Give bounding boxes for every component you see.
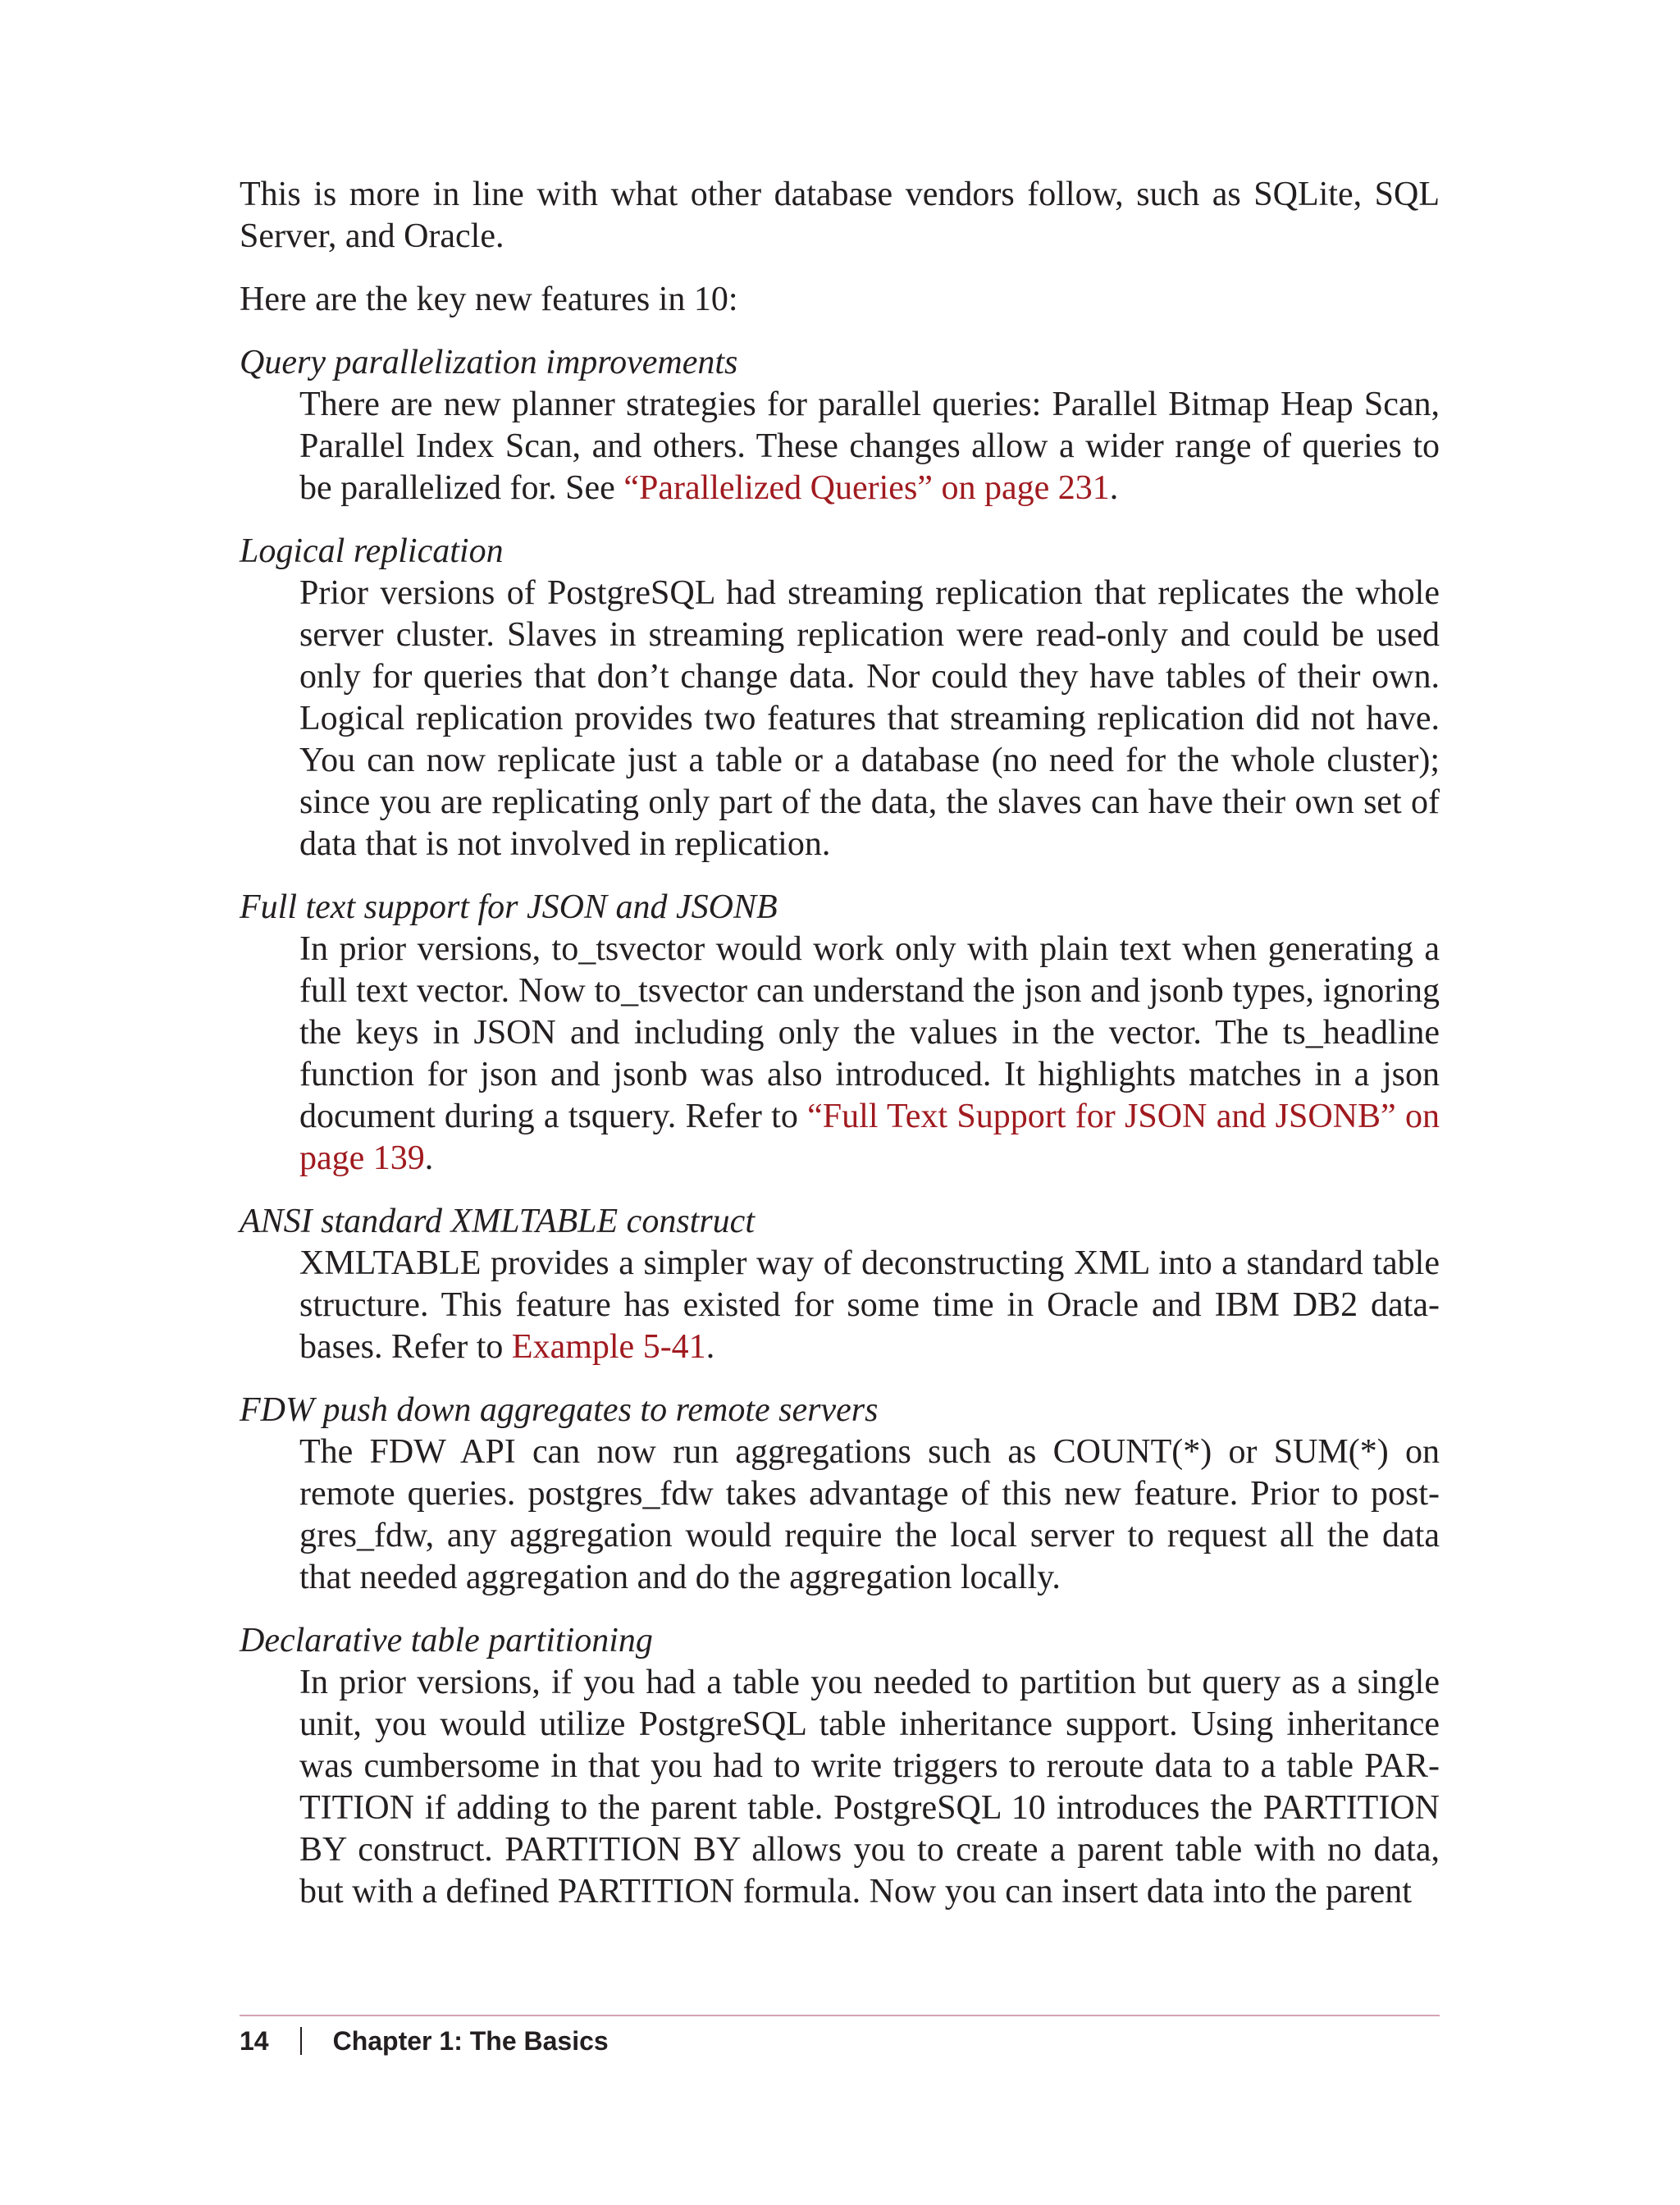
feature-definition bbox=[299, 1431, 1440, 1599]
intro-paragraph: This is more in line with what other database vendors follow, such as SQLite, SQL Server, and Oracle. bbox=[240, 176, 1440, 255]
feature-definition bbox=[299, 573, 1440, 865]
feature-definition bbox=[299, 1662, 1440, 1913]
feature-text-end: . bbox=[424, 1139, 434, 1177]
feature-term: Declarative table partitioning bbox=[240, 1622, 653, 1659]
chapter-title: Chapter 1: The Basics bbox=[332, 2026, 609, 2056]
feature-text-end: . bbox=[1109, 469, 1119, 507]
feature-definition bbox=[299, 929, 1440, 1180]
cross-reference-link[interactable]: “Full Text Support for JSON and JSONB” on page 139 bbox=[299, 1098, 1440, 1177]
intro-lead-in: Here are the key new features in 10: bbox=[240, 281, 738, 318]
feature-item bbox=[240, 531, 1440, 865]
page-footer bbox=[240, 2026, 609, 2057]
feature-term: Query parallelization improvements bbox=[240, 344, 738, 381]
footer-divider bbox=[240, 2015, 1440, 2016]
feature-term: Full text support for JSON and JSONB bbox=[240, 888, 778, 926]
feature-text: In prior versions, if you had a table you needed to partition but query as a single unit, you would utilize PostgreSQL table inheritance support. Using inheritance was cumbersome in that you had to write triggers to reroute data to a table PARTITION if adding to the parent table. PostgreSQL 10 introduces the PARTITION BY construct. PARTITION BY allows you to create a parent table with no data, but with a defined PARTITION formula. Now you can insert data into the parent bbox=[299, 1664, 1440, 1911]
cross-reference-link[interactable]: “Parallelized Queries” on page 231 bbox=[623, 469, 1110, 507]
feature-item bbox=[240, 1620, 1440, 1913]
page-body bbox=[240, 174, 1440, 1934]
feature-term: FDW push down aggregates to remote servers bbox=[240, 1391, 879, 1429]
feature-list bbox=[240, 342, 1440, 1913]
feature-text: Prior versions of PostgreSQL had streaming replication that replicates the whole server cluster. Slaves in streaming replication were read-only and could be used only for queries that don’t change data. Nor could they have tables of their own. Logical replication provides two features that streaming replication did not have. You can now replicate just a table or a database (no need for the whole cluster); since you are replicating only part of the data, the slaves can have their own set of data that is not involved in replication. bbox=[299, 574, 1440, 863]
feature-text: The FDW API can now run aggregations such as COUNT(*) or SUM(*) on remote queries. postgres_fdw takes advantage of this new feature. Prior to postgres_fdw, any aggregation would require the local server to request all the data that needed aggregation and do the aggregation locally. bbox=[299, 1433, 1440, 1596]
feature-text-end: . bbox=[705, 1328, 715, 1366]
feature-text: There are new planner strategies for parallel queries: Parallel Bitmap Heap Scan, Parallel Index Scan, and others. These changes allow a wider range of queries to be parallelized for. See bbox=[299, 386, 1440, 507]
feature-item bbox=[240, 887, 1440, 1180]
feature-text: In prior versions, to_tsvector would work only with plain text when generating a full text vector. Now to_tsvector can understand the json and jsonb types, ignoring the keys in JSON and including only the values in the vector. The ts_headline function for json and jsonb was also introduced. It highlights matches in a json document during a tsquery. Refer to bbox=[299, 930, 1440, 1135]
cross-reference-link[interactable]: Example 5-41 bbox=[511, 1328, 706, 1366]
feature-text: XMLTABLE provides a simpler way of deconstructing XML into a standard table structure. This feature has existed for some time in Oracle and IBM DB2 databases. Refer to bbox=[299, 1244, 1440, 1366]
feature-definition bbox=[299, 1243, 1440, 1368]
footer-separator bbox=[300, 2027, 302, 2055]
feature-term: ANSI standard XMLTABLE construct bbox=[240, 1203, 755, 1240]
feature-term: Logical replication bbox=[240, 532, 504, 570]
feature-definition bbox=[299, 384, 1440, 509]
feature-item bbox=[240, 1390, 1440, 1599]
feature-item bbox=[240, 1201, 1440, 1368]
feature-item bbox=[240, 342, 1440, 509]
page-number: 14 bbox=[240, 2026, 269, 2056]
